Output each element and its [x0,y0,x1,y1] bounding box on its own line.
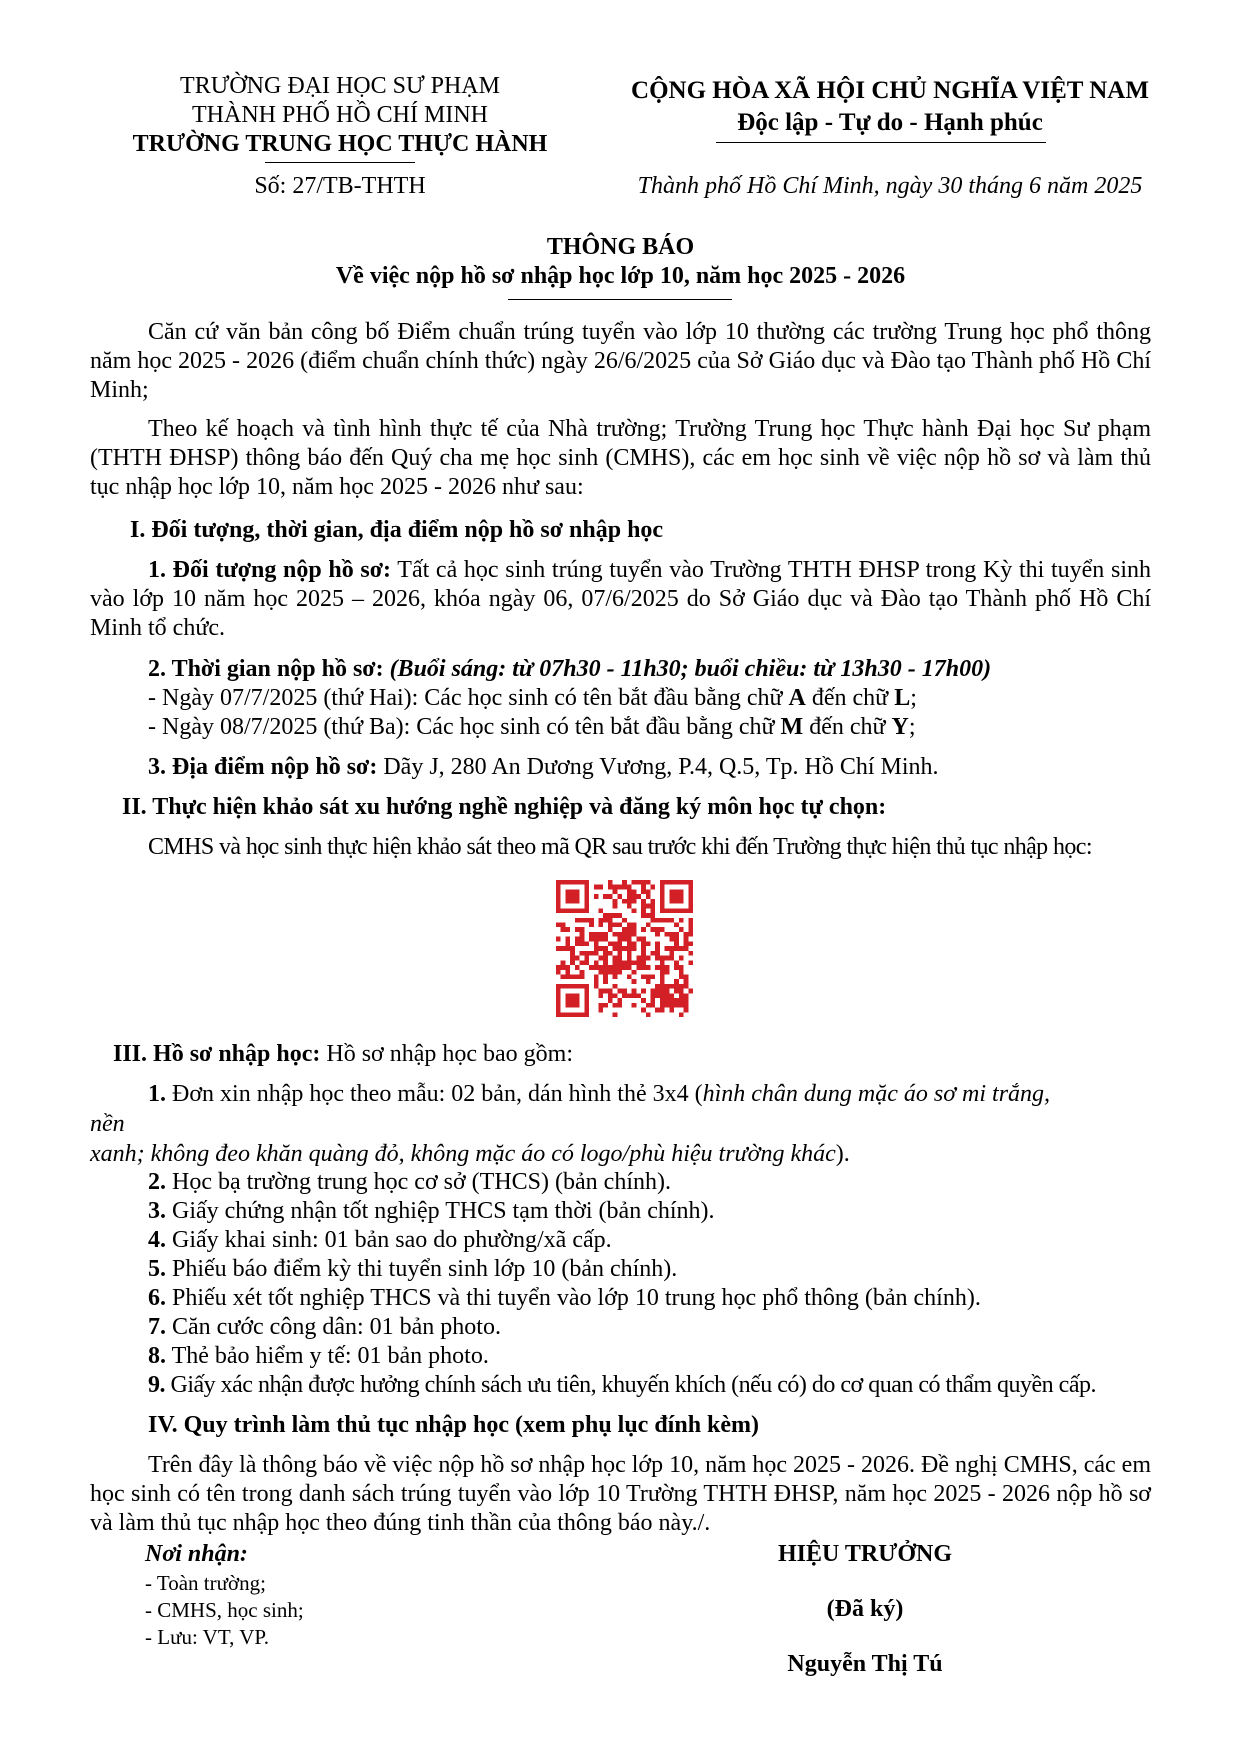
requirement-item: 8. Thẻ bảo hiểm y tế: 01 bản photo. [148,1343,489,1369]
schedule-day-2: - Ngày 08/7/2025 (thứ Ba): Các học sinh có tên bắt đầu bằng chữ M đến chữ Y; [148,714,916,740]
requirement-item-1-wrap-a: nền [90,1111,125,1137]
doc-number: Số: 27/TB-THTH [254,173,426,199]
recipient-item: - Lưu: VT, VP. [145,1625,269,1649]
university-name: TRƯỜNG ĐẠI HỌC SƯ PHẠM [180,73,500,99]
section-1-item-3: 3. Địa điểm nộp hồ sơ: Dãy J, 280 An Dương Vương, P.4, Q.5, Tp. Hồ Chí Minh. [148,754,939,780]
requirement-item: 9. Giấy xác nhận được hưởng chính sách ưu tiên, khuyến khích (nếu có) do cơ quan có thẩm quyền cấp. [148,1372,1096,1398]
recipient-item: - CMHS, học sinh; [145,1598,304,1622]
section-1-item-1: 1. Đối tượng nộp hồ sơ: Tất cả học sinh trúng tuyển vào Trường THTH ĐHSP trong Kỳ thi tuyển sinh vào lớp 10 năm học 2025 – 2026, khóa ngày 06, 07/6/2025 do Sở Giáo dục và Đào tạo Thành phố Hồ Chí Minh tổ chức. [90,557,1151,641]
requirement-item: 5. Phiếu báo điểm kỳ thi tuyển sinh lớp 10 (bản chính). [148,1256,678,1282]
city-name: THÀNH PHỐ HỒ CHÍ MINH [192,102,488,128]
section-1-heading: I. Đối tượng, thời gian, địa điểm nộp hồ sơ nhập học [130,517,664,543]
requirement-item-1: 1. Đơn xin nhập học theo mẫu: 02 bản, dán hình thẻ 3x4 (hình chân dung mặc áo sơ mi trắng, [148,1081,1051,1107]
section-4-heading: IV. Quy trình làm thủ tục nhập học (xem phụ lục đính kèm) [148,1412,760,1438]
title-underline [508,299,732,300]
signer-name: Nguyễn Thị Tú [787,1651,943,1677]
requirement-item: 3. Giấy chứng nhận tốt nghiệp THCS tạm thời (bản chính). [148,1198,715,1224]
survey-qr-code[interactable] [556,880,693,1017]
requirement-item: 6. Phiếu xét tốt nghiệp THCS và thi tuyển vào lớp 10 trung học phổ thông (bản chính). [148,1285,981,1311]
header-left-underline [265,162,415,163]
recipients-heading: Nơi nhận: [145,1541,248,1567]
signature-status: (Đã ký) [826,1596,904,1622]
section-3-heading: III. Hồ sơ nhập học: Hồ sơ nhập học bao gồm: [113,1041,574,1067]
motto-underline [716,142,1046,143]
recipient-item: - Toàn trường; [145,1571,266,1595]
doc-subtitle: Về việc nộp hồ sơ nhập học lớp 10, năm học 2025 - 2026 [335,263,906,289]
schedule-day-1: - Ngày 07/7/2025 (thứ Hai): Các học sinh có tên bắt đầu bằng chữ A đến chữ L; [148,685,917,711]
motto: Độc lập - Tự do - Hạnh phúc [737,109,1043,136]
signer-title: HIỆU TRƯỞNG [777,1541,953,1567]
intro-paragraph-2: Theo kế hoạch và tình hình thực tế của Nhà trường; Trường Trung học Thực hành Đại học Sư phạm (THTH ĐHSP) thông báo đến Quý cha mẹ học sinh (CMHS), các em học sinh về việc nộp hồ sơ và làm thủ tục nhập học lớp 10, năm học 2025 - 2026 như sau: [90,416,1151,500]
intro-paragraph-1: Căn cứ văn bản công bố Điểm chuẩn trúng tuyển vào lớp 10 thường các trường Trung học phổ thông năm học 2025 - 2026 (điểm chuẩn chính thức) ngày 26/6/2025 của Sở Giáo dục và Đào tạo Thành phố Hồ Chí Minh; [90,319,1151,403]
section-2-text: CMHS và học sinh thực hiện khảo sát theo mã QR sau trước khi đến Trường thực hiện thủ tục nhập học: [148,834,1092,860]
country-name: CỘNG HÒA XÃ HỘI CHỦ NGHĨA VIỆT NAM [631,77,1149,104]
school-name: TRƯỜNG TRUNG HỌC THỰC HÀNH [132,131,548,157]
header-left [120,72,560,159]
requirement-item: 4. Giấy khai sinh: 01 bản sao do phường/xã cấp. [148,1227,612,1253]
requirement-item: 2. Học bạ trường trung học cơ sở (THCS) (bản chính). [148,1169,671,1195]
place-date: Thành phố Hồ Chí Minh, ngày 30 tháng 6 năm 2025 [637,173,1143,199]
doc-title: THÔNG BÁO [546,234,695,260]
section-1-item-2: 2. Thời gian nộp hồ sơ: (Buổi sáng: từ 07h30 - 11h30; buổi chiều: từ 13h30 - 17h00) [148,656,992,682]
section-2-heading: II. Thực hiện khảo sát xu hướng nghề nghiệp và đăng ký môn học tự chọn: [122,794,887,820]
requirement-item-1-wrap-b: xanh; không đeo khăn quàng đỏ, không mặc áo có logo/phù hiệu trường khác). [90,1141,850,1167]
closing-paragraph: Trên đây là thông báo về việc nộp hồ sơ nhập học lớp 10, năm học 2025 - 2026. Đề nghị CMHS, các em học sinh có tên trong danh sách trúng tuyển vào lớp 10 Trường THTH ĐHSP, năm học 2025 - 2026 nộp hồ sơ và làm thủ tục nhập học theo đúng tinh thần của thông báo này./. [90,1452,1151,1536]
requirement-item: 7. Căn cước công dân: 01 bản photo. [148,1314,501,1340]
